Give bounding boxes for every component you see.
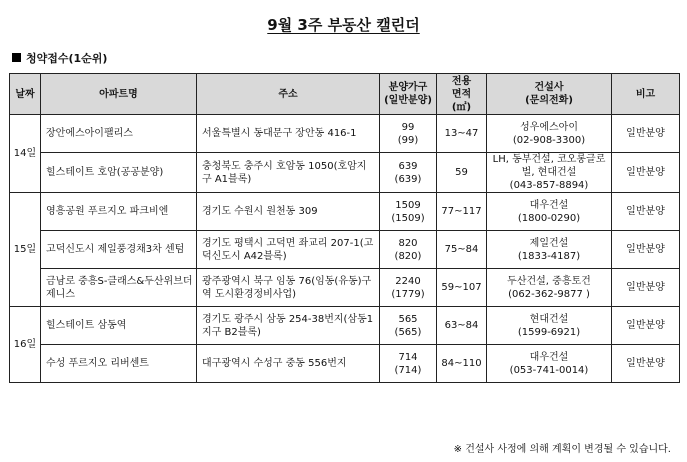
- address: 충청북도 충주시 호암동 1050(호암지구 A1블록): [197, 153, 380, 193]
- table-row: [10, 193, 680, 231]
- address: 경기도 광주시 삼동 254-38번지(삼동1지구 B2블록): [197, 307, 380, 345]
- builder: LH, 동부건설, 코오롱글로벌, 현대건설 (043-857-8894): [487, 153, 612, 193]
- table-row: [10, 231, 680, 269]
- col-note: 비고: [612, 74, 680, 115]
- table-row: [10, 115, 680, 153]
- col-area: 전용 면적 (㎡): [437, 74, 487, 115]
- section-heading: 청약접수(1순위): [12, 50, 107, 66]
- builder: 두산건설, 중흥토건 (062-362-9877 ): [487, 269, 612, 307]
- remark: 일반분양: [612, 345, 680, 383]
- col-date: 날짜: [10, 74, 41, 115]
- footnote: ※ 건설사 사정에 의해 계획이 변경될 수 있습니다.: [453, 444, 671, 455]
- remark: 일반분양: [612, 193, 680, 231]
- area: 59: [437, 153, 487, 193]
- remark: 일반분양: [612, 153, 680, 193]
- remark: 일반분양: [612, 269, 680, 307]
- area: 13~47: [437, 115, 487, 153]
- units: 1509 (1509): [380, 193, 437, 231]
- builder: 현대건설 (1599-6921): [487, 307, 612, 345]
- address: 경기도 평택시 고덕면 좌교리 207-1(고덕신도시 A42블록): [197, 231, 380, 269]
- col-builder: 건설사 (문의전화): [487, 74, 612, 115]
- page-title: 9월 3주 부동산 캘린더: [267, 16, 420, 34]
- builder: 대우건설 (053-741-0014): [487, 345, 612, 383]
- address: 경기도 수원시 원천동 309: [197, 193, 380, 231]
- address: 서울특별시 동대문구 장안동 416-1: [197, 115, 380, 153]
- units: 639 (639): [380, 153, 437, 193]
- calendar-table: [9, 73, 680, 383]
- area: 63~84: [437, 307, 487, 345]
- table-body: [10, 115, 680, 383]
- area: 84~110: [437, 345, 487, 383]
- units: 820 (820): [380, 231, 437, 269]
- builder: 대우건설 (1800-0290): [487, 193, 612, 231]
- apartment-name: 장안에스아이팰리스: [41, 115, 197, 153]
- col-apartment: 아파트명: [41, 74, 197, 115]
- units: 2240 (1779): [380, 269, 437, 307]
- area: 75~84: [437, 231, 487, 269]
- remark: 일반분양: [612, 115, 680, 153]
- apartment-name: 금남로 중흥S-클래스&두산위브더제니스: [41, 269, 197, 307]
- address: 대구광역시 수성구 중동 556번지: [197, 345, 380, 383]
- date-cell: 16일: [10, 307, 41, 383]
- area: 59~107: [437, 269, 487, 307]
- table-row: [10, 269, 680, 307]
- builder: 제일건설 (1833-4187): [487, 231, 612, 269]
- area: 77~117: [437, 193, 487, 231]
- date-cell: 15일: [10, 193, 41, 307]
- builder: 성우에스아이 (02-908-3300): [487, 115, 612, 153]
- bullet-square-icon: [12, 53, 21, 62]
- apartment-name: 힐스테이트 호암(공공분양): [41, 153, 197, 193]
- units: 99 (99): [380, 115, 437, 153]
- col-units: 분양가구 (일반분양): [380, 74, 437, 115]
- remark: 일반분양: [612, 231, 680, 269]
- apartment-name: 영흥공원 푸르지오 파크비엔: [41, 193, 197, 231]
- apartment-name: 수성 푸르지오 리버센트: [41, 345, 197, 383]
- apartment-name: 힐스테이트 삼동역: [41, 307, 197, 345]
- remark: 일반분양: [612, 307, 680, 345]
- units: 565 (565): [380, 307, 437, 345]
- table-row: [10, 307, 680, 345]
- table-row: [10, 345, 680, 383]
- date-cell: 14일: [10, 115, 41, 193]
- table-header-row: [10, 74, 680, 115]
- col-address: 주소: [197, 74, 380, 115]
- table-row: [10, 153, 680, 193]
- units: 714 (714): [380, 345, 437, 383]
- apartment-name: 고덕신도시 제일풍경채3차 센텀: [41, 231, 197, 269]
- address: 광주광역시 북구 임동 76(임동(유동)구역 도시환경정비사업): [197, 269, 380, 307]
